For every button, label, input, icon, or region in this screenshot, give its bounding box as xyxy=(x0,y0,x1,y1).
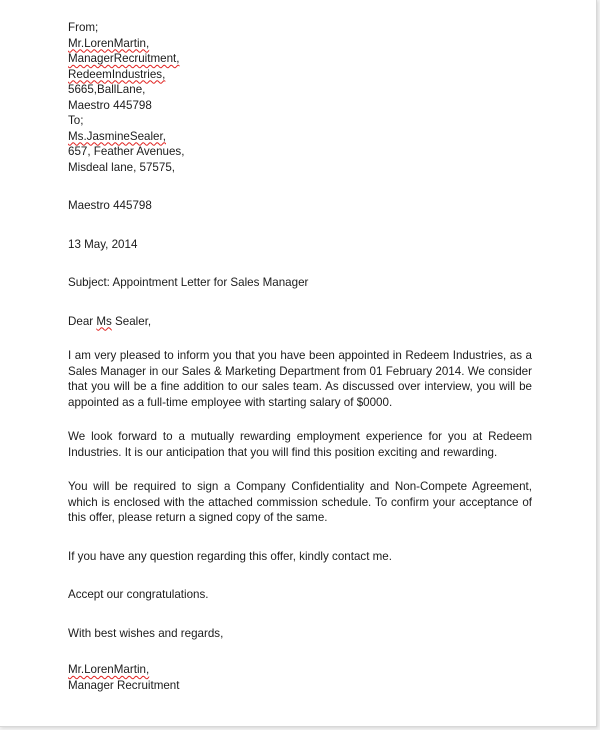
sender-company: RedeemIndustries, xyxy=(68,67,166,81)
recipient-city: Maestro 445798 xyxy=(68,199,152,212)
salutation: Dear Ms Sealer, xyxy=(68,314,152,328)
sender-address-line2: Maestro 445798 xyxy=(68,98,152,112)
to-label: To; xyxy=(68,114,84,127)
paragraph-contact: If you have any question regarding this offer, kindly contact me. xyxy=(68,549,392,563)
recipient-name: Ms.JasmineSealer, xyxy=(68,129,166,143)
salutation-ms: Ms xyxy=(96,314,112,328)
recipient-address-line2: Misdeal lane, 57575, xyxy=(68,160,175,174)
signature-title: Manager Recruitment xyxy=(68,678,180,692)
paragraph-appointment: I am very pleased to inform you that you have been appointed in Redeem Industries, as a Sales Manager in our Sales & Marketing Department from 01 February 2014. We consider that you will be a fine addition to our sales team. As discussed over interview, you will be appointed as a full-time employee with starting salary of $0000. xyxy=(68,349,532,409)
sender-name: Mr.LorenMartin, xyxy=(68,36,150,50)
letter-date: 13 May, 2014 xyxy=(68,237,138,251)
sender-address-line1: 5665,BallLane, xyxy=(68,83,146,96)
letter-subject: Subject: Appointment Letter for Sales Manager xyxy=(68,276,309,289)
closing: With best wishes and regards, xyxy=(68,626,224,640)
signature-name: Mr.LorenMartin, xyxy=(68,663,150,676)
letter-body xyxy=(68,20,532,693)
recipient-address-line1: 657, Feather Avenues, xyxy=(68,145,185,158)
paragraph-congratulations: Accept our congratulations. xyxy=(68,588,209,601)
sender-title: ManagerRecruitment, xyxy=(68,52,180,65)
paragraph-agreement: You will be required to sign a Company Confidentiality and Non-Compete Agreement, which is enclosed with the attached commission schedule. To confirm your acceptance of this offer, please return a signed copy of the same. xyxy=(68,480,532,524)
paragraph-expectation: We look forward to a mutually rewarding employment experience for you at Redeem Industries. It is our anticipation that you will find this position exciting and rewarding. xyxy=(68,430,532,459)
from-label: From; xyxy=(68,21,99,34)
